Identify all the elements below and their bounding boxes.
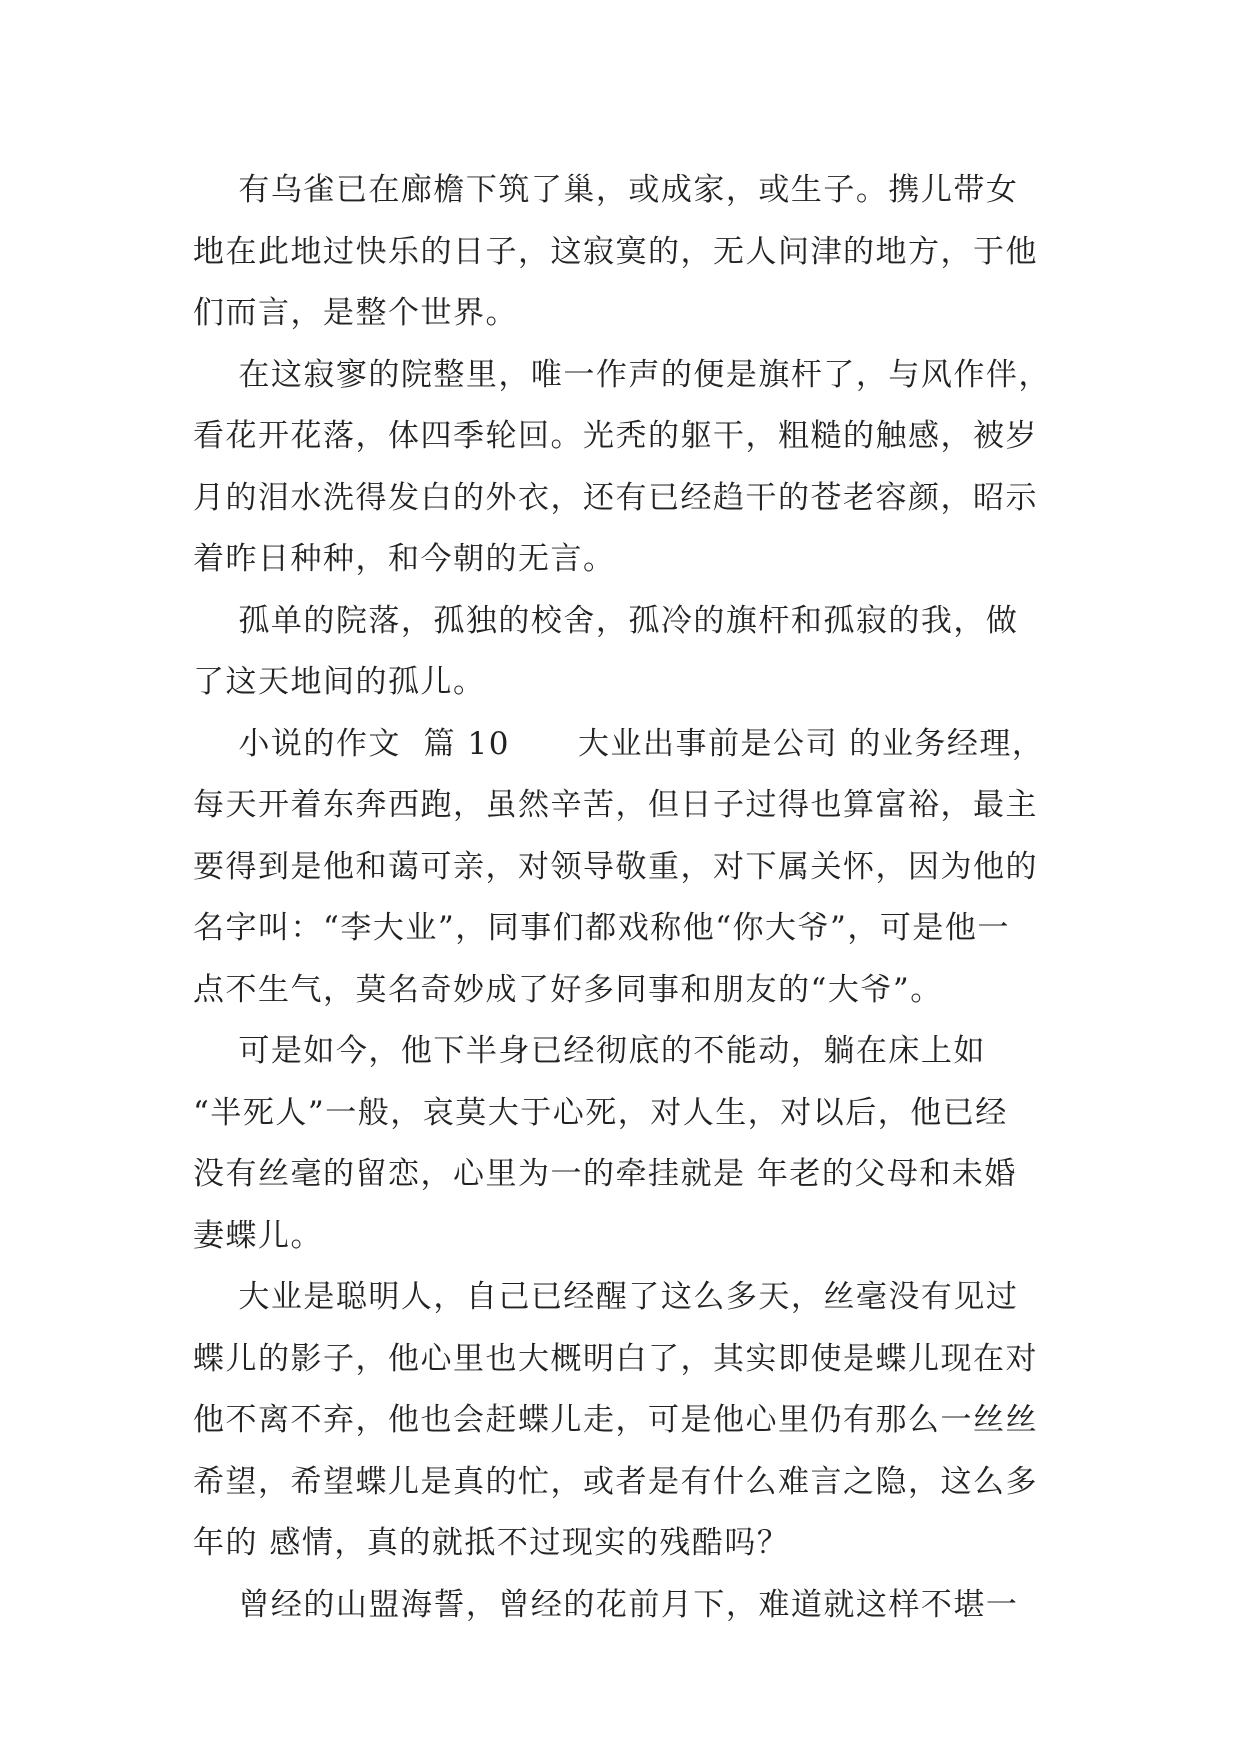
text-line: 月的泪水洗得发白的外衣，还有已经趋干的苍老容颜，昭示 [193, 479, 1038, 516]
text-line: 每天开着东奔西跑，虽然辛苦，但日子过得也算富裕，最主 [193, 787, 1038, 823]
text-line: “半死人”一般，哀莫大于心死，对人生，对以后，他已经 [193, 1094, 1008, 1131]
paragraph-4 [193, 714, 1063, 1022]
text-line: 看花开花落，体四季轮回。光秃的躯干，粗糙的触感，被岁 [193, 418, 1038, 454]
text-line: 小说的作文 篇 10 大业出事前是公司 的业务经理， [193, 725, 1045, 762]
text-line: 可是如今，他下半身已经彻底的不能动，躺在床上如 [193, 1033, 986, 1069]
text-line: 他不离不弃，他也会赶蝶儿走，可是他心里仍有那么一丝丝 [193, 1402, 1038, 1438]
text-line: 有乌雀已在廊檐下筑了巢，或成家，或生子。携儿带女 [193, 172, 1019, 208]
paragraph-2 [193, 345, 1063, 591]
text-line: 着昨日种种，和今朝的无言。 [193, 541, 616, 577]
text-line: 没有丝毫的留恋，心里为一的牵挂就是 年老的父母和未婚 [193, 1156, 1017, 1192]
text-line: 蝶儿的影子，他心里也大概明白了，其实即使是蝶儿现在对 [193, 1340, 1038, 1377]
text-line: 名字叫：“李大业”，同事们都戏称他“你大爷”，可是他一 [193, 910, 1010, 946]
text-line: 大业是聪明人，自己已经醒了这么多天，丝毫没有见过 [193, 1279, 1019, 1315]
text-line: 希望，希望蝶儿是真的忙，或者是有什么难言之隐，这么多 [193, 1463, 1038, 1500]
text-line: 曾经的山盟海誓，曾经的花前月下，难道就这样不堪一 [193, 1586, 1019, 1623]
text-line: 在这寂寥的院整里，唯一作声的便是旗杆了，与风作伴， [193, 356, 1051, 393]
paragraph-1 [193, 160, 1063, 345]
text-line: 们而言，是整个世界。 [193, 295, 518, 331]
paragraph-3 [193, 591, 1063, 714]
text-line: 地在此地过快乐的日子，这寂寞的，无人问津的地方，于他 [193, 233, 1038, 270]
paragraph-5 [193, 1021, 1063, 1267]
text-line: 孤单的院落，孤独的校舍，孤冷的旗杆和孤寂的我，做 [193, 602, 1019, 639]
document-body [193, 160, 1063, 1636]
text-line: 点不生气，莫名奇妙成了好多同事和朋友的“大爷”。 [193, 971, 943, 1008]
paragraph-6 [193, 1267, 1063, 1575]
text-line: 了这天地间的孤儿。 [193, 664, 486, 700]
text-line: 妻蝶儿。 [193, 1217, 323, 1254]
text-line: 年的 感情，真的就抵不过现实的残酷吗？ [193, 1525, 790, 1561]
paragraph-7 [193, 1575, 1063, 1637]
text-line: 要得到是他和蔼可亲，对领导敬重，对下属关怀，因为他的 [193, 848, 1038, 885]
